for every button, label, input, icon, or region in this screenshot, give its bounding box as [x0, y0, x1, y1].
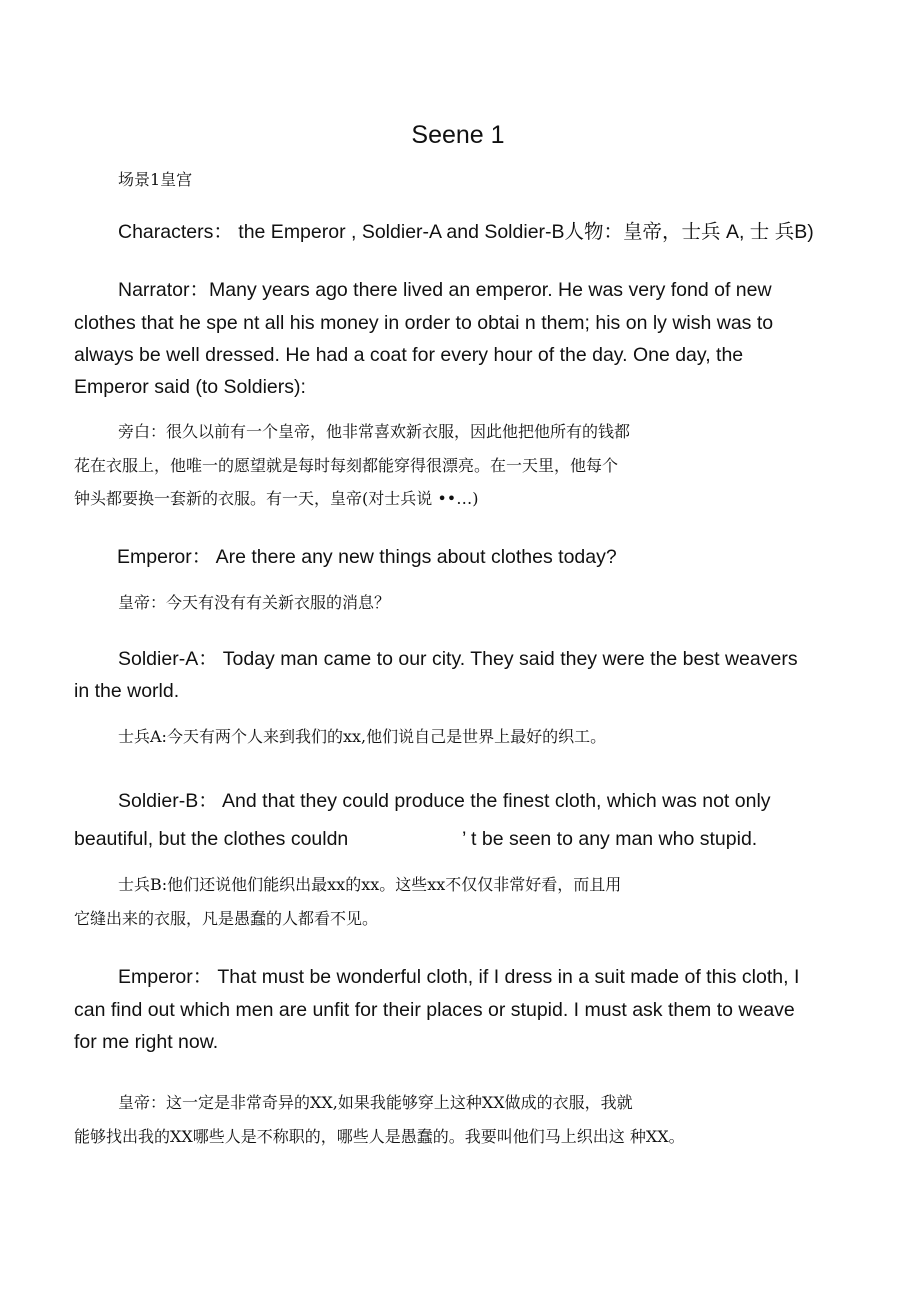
soldier-b-line-en: ’ t be seen to any man who stupid.	[462, 828, 758, 850]
soldier-b-line-en: Soldier-B： And that they could produce the finest cloth, which was not only	[118, 790, 771, 812]
emperor-line-zh: 能够找出我的XX哪些人是不称职的，哪些人是愚蠢的。我要叫他们马上织出这 种XX。	[74, 1127, 685, 1146]
narrator-en-line: Narrator：Many years ago there lived an emperor. He was very fond of new	[118, 279, 772, 301]
page-title: Seene 1	[411, 121, 505, 149]
emperor-line-en: Emperor： Are there any new things about clothes today?	[117, 546, 617, 568]
emperor-line-en: for me right now.	[74, 1031, 219, 1053]
emperor-line-zh: 皇帝：这一定是非常奇异的XX,如果我能够穿上这种XX做成的衣服，我就	[118, 1093, 633, 1112]
soldier-b-line-zh: 士兵B:他们还说他们能织出最xx的xx。这些xx不仅仅非常好看，而且用	[118, 875, 622, 894]
characters-line: Characters： the Emperor , Soldier-A and Soldier-B人物：皇帝，士兵 A, 士 兵B)	[118, 221, 814, 243]
narrator-zh-line: 花在衣服上，他唯一的愿望就是每时每刻都能穿得很漂亮。在一天里，他每个	[74, 456, 619, 475]
narrator-zh-line: 旁白：很久以前有一个皇帝，他非常喜欢新衣服，因此他把他所有的钱都	[118, 422, 631, 441]
narrator-en-line: clothes that he spe nt all his money in order to obtai n them; his on ly wish was to	[74, 312, 774, 334]
narrator-zh-line: 钟头都要换一套新的衣服。有一天，皇帝(对士兵说 ••…)	[74, 489, 479, 508]
soldier-a-line-en: Soldier-A： Today man came to our city. They said they were the best weavers	[118, 648, 798, 670]
emperor-line-en: Emperor： That must be wonderful cloth, if I dress in a suit made of this cloth, I	[118, 966, 800, 988]
soldier-b-line-zh: 它缝出来的衣服，凡是愚蠢的人都看不见。	[74, 909, 379, 928]
emperor-line-en: can find out which men are unfit for their places or stupid. I must ask them to weave	[74, 999, 795, 1021]
emperor-line-zh: 皇帝：今天有没有有关新衣服的消息？	[118, 593, 391, 612]
scene-label: 场景1皇宫	[118, 170, 193, 189]
narrator-en-line: always be well dressed. He had a coat for every hour of the day. One day, the	[74, 344, 744, 366]
narrator-en-line: Emperor said (to Soldiers):	[74, 376, 306, 398]
soldier-a-line-en: in the world.	[74, 680, 180, 702]
soldier-a-line-zh: 士兵A:今天有两个人来到我们的xx,他们说自己是世界上最好的织工。	[118, 727, 607, 746]
soldier-b-line-en: beautiful, but the clothes couldn	[74, 828, 349, 850]
